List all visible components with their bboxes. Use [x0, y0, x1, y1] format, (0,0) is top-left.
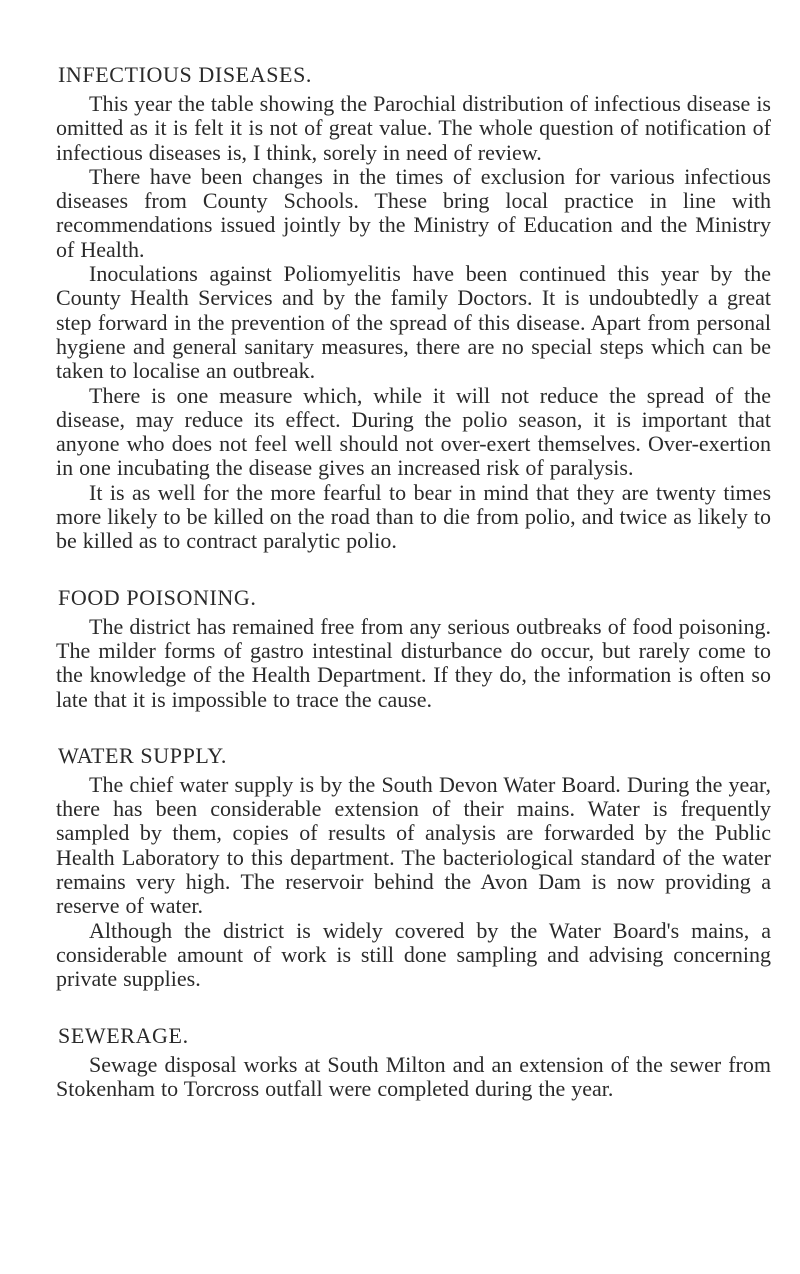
- section-infectious-diseases: [56, 62, 771, 554]
- document-page: [56, 62, 771, 1101]
- heading-sewerage: SEWERAGE.: [58, 1022, 189, 1048]
- section-food-poisoning: [56, 585, 771, 712]
- heading-food-poisoning: FOOD POISONING.: [58, 584, 257, 610]
- section-sewerage: [56, 1023, 771, 1102]
- heading-infectious-diseases: INFECTIOUS DISEASES.: [58, 62, 313, 87]
- paragraph: The chief water supply is by the South Devon Water Board. During the year, there has been considerable extension of their mains. Water is frequently sampled by them, copies of results of analysis are forwarded by the Public Health Laboratory to this department. The bacteriological standard of the water remains very high. The reservoir behind the Avon Dam is now providing a reserve of water.: [56, 771, 771, 919]
- heading-water-supply: WATER SUPPLY.: [58, 742, 228, 768]
- paragraph: There is one measure which, while it will not reduce the spread of the disease, may reduce its effect. During the polio season, it is important that anyone who does not feel well should not over-exert themselves. Over-exertion in one incubating the disease gives an increased risk of paralysis.: [56, 382, 771, 481]
- paragraph: Although the district is widely covered by the Water Board's mains, a considerable amount of work is still done sampling and advising concerning private supplies.: [56, 917, 771, 992]
- paragraph: Inoculations against Poliomyelitis have been continued this year by the County Health Services and by the family Doctors. It is undoubtedly a great step forward in the prevention of the spread of this disease. Apart from personal hygiene and general sanitary measures, there are no special steps which can be taken to localise an outbreak.: [56, 261, 771, 384]
- paragraph: The district has remained free from any serious outbreaks of food poisoning. The milder forms of gastro intestinal disturbance do occur, but rarely come to the knowledge of the Health Department. If they do, the information is often so late that it is impossible to trace the cause.: [56, 613, 771, 712]
- paragraph: Sewage disposal works at South Milton and an extension of the sewer from Stokenham to Torcross outfall were completed during the year.: [56, 1051, 771, 1101]
- paragraph: This year the table showing the Parochial distribution of infectious disease is omitted as it is felt it is not of great value. The whole question of notification of infectious diseases is, I think, sorely in need of review.: [56, 91, 771, 165]
- section-water-supply: [56, 743, 771, 992]
- paragraph: There have been changes in the times of exclusion for various infectious diseases from County Schools. These bring local practice in line with recommendations issued jointly by the Ministry of Education and the Ministry of Health.: [56, 163, 771, 262]
- paragraph: It is as well for the more fearful to bear in mind that they are twenty times more likely to be killed on the road than to die from polio, and twice as likely to be killed as to contract paralytic polio.: [56, 479, 771, 554]
